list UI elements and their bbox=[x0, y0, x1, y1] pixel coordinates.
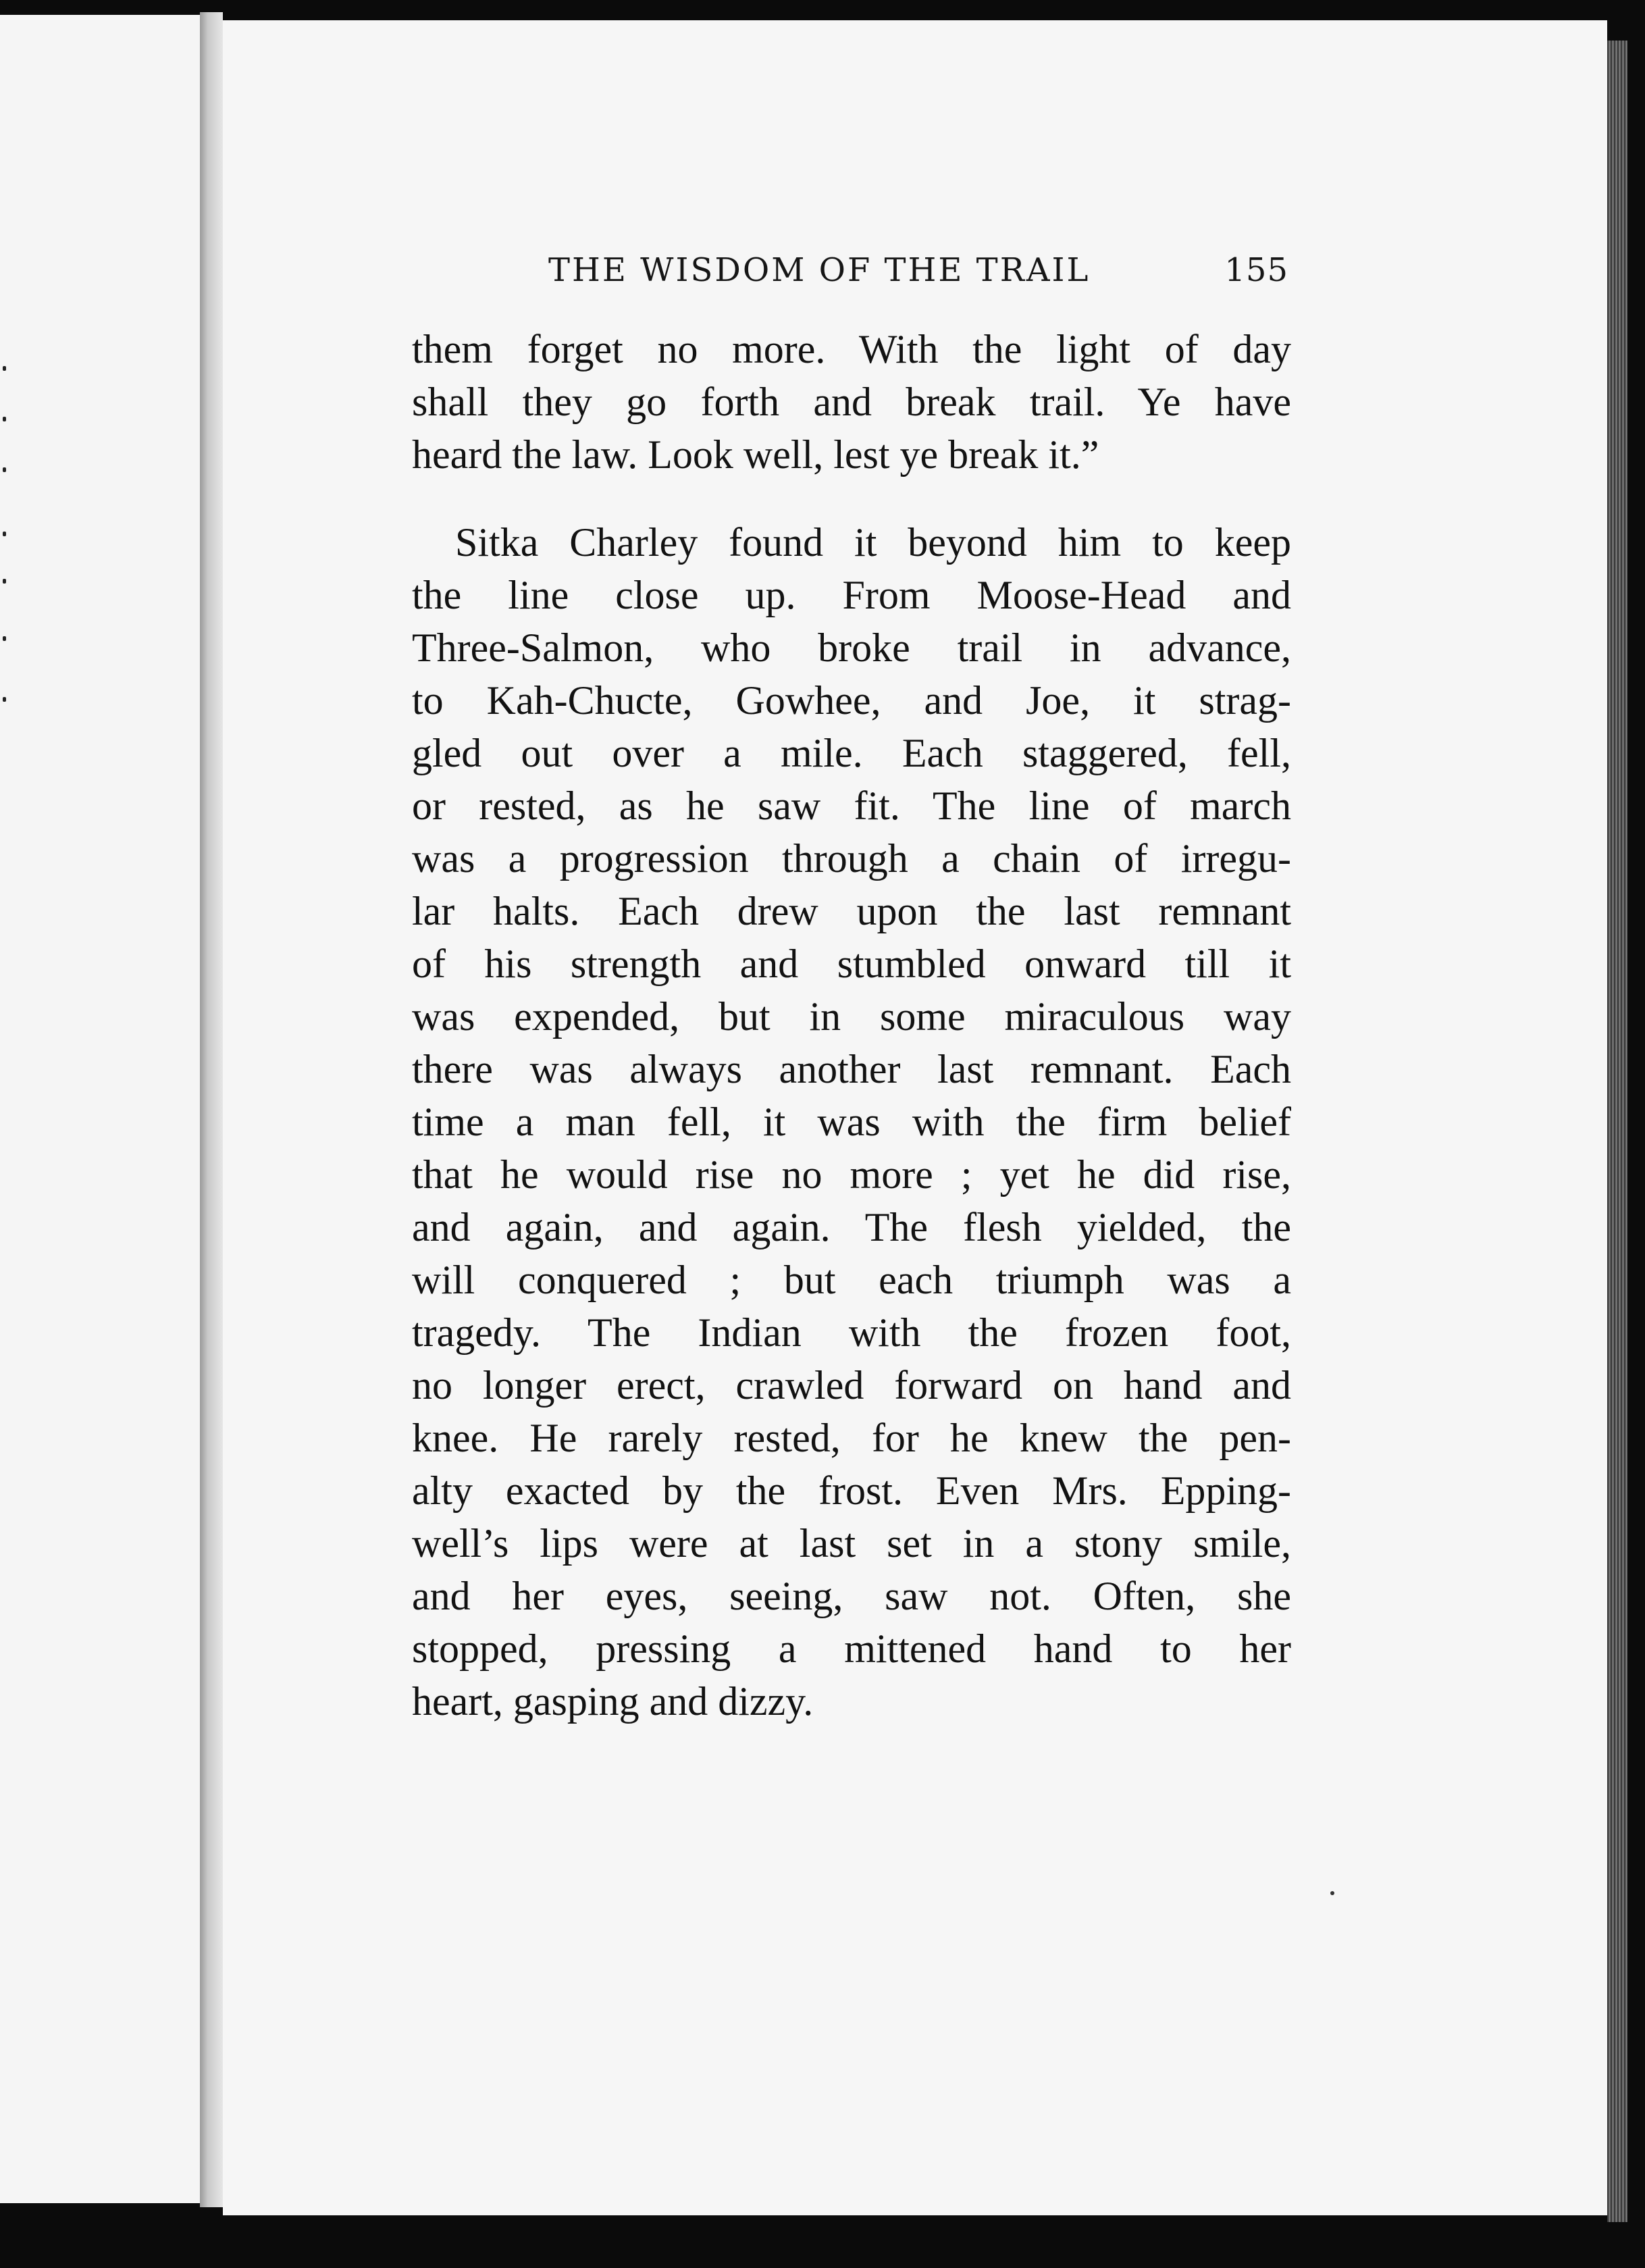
text-line: alty exacted by the frost. Even Mrs. Epping- bbox=[412, 1468, 1291, 1513]
text-line: or rested, as he saw fit. The line of march bbox=[412, 783, 1291, 828]
text-line: stopped, pressing a mittened hand to her bbox=[412, 1626, 1291, 1671]
running-head-title: THE WISDOM OF THE TRAIL bbox=[548, 251, 1091, 289]
text-line: and again, and again. The flesh yielded, the bbox=[412, 1205, 1291, 1249]
text-line: Sitka Charley found it beyond him to keep bbox=[455, 520, 1291, 565]
text-line: heart, gasping and dizzy. bbox=[412, 1679, 814, 1724]
left-page-edge-marks bbox=[3, 15, 11, 2203]
text-line: there was always another last remnant. Each bbox=[412, 1047, 1291, 1091]
text-line: that he would rise no more ; yet he did rise, bbox=[412, 1152, 1291, 1197]
text-line: knee. He rarely rested, for he knew the pen- bbox=[412, 1416, 1291, 1460]
text-line: shall they go forth and break trail. Ye have bbox=[412, 380, 1291, 424]
page-number: 155 bbox=[1224, 251, 1288, 289]
text-line: time a man fell, it was with the firm belief bbox=[412, 1100, 1291, 1144]
facing-page-left bbox=[0, 15, 205, 2203]
text-line: will conquered ; but each triumph was a bbox=[412, 1258, 1291, 1302]
text-line: Three-Salmon, who broke trail in advance, bbox=[412, 625, 1291, 670]
text-line: was a progression through a chain of irregu- bbox=[412, 836, 1291, 881]
text-line: and her eyes, seeing, saw not. Often, she bbox=[412, 1574, 1291, 1618]
body-text bbox=[412, 323, 1291, 1728]
text-line: tragedy. The Indian with the frozen foot, bbox=[412, 1310, 1291, 1355]
page-edge-stack bbox=[1607, 41, 1627, 2222]
paragraph bbox=[412, 516, 1291, 1728]
paragraph bbox=[412, 323, 1291, 481]
text-line: of his strength and stumbled onward till it bbox=[412, 942, 1291, 986]
text-line: was expended, but in some miraculous way bbox=[412, 994, 1291, 1039]
book-gutter bbox=[200, 12, 223, 2207]
text-line: the line close up. From Moose-Head and bbox=[412, 573, 1291, 617]
text-line: well’s lips were at last set in a stony smile, bbox=[412, 1521, 1291, 1566]
text-line: lar halts. Each drew upon the last remnant bbox=[412, 889, 1291, 933]
text-line: them forget no more. With the light of day bbox=[412, 327, 1291, 371]
text-line: heard the law. Look well, lest ye break it.” bbox=[412, 432, 1099, 477]
running-header bbox=[548, 251, 1298, 299]
text-line: gled out over a mile. Each staggered, fell, bbox=[412, 731, 1291, 775]
text-line: no longer erect, crawled forward on hand and bbox=[412, 1363, 1291, 1408]
text-line: to Kah-Chucte, Gowhee, and Joe, it strag- bbox=[412, 678, 1291, 723]
